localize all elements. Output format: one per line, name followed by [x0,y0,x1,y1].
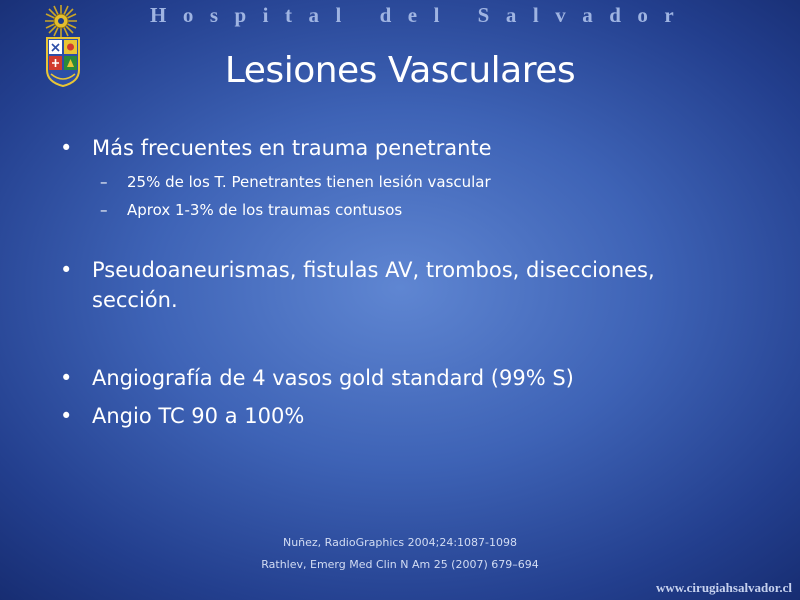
sub-bullet-marker: – [100,173,108,191]
bullet-marker: • [60,404,73,428]
bullet-marker: • [60,258,73,282]
bullet-marker: • [60,366,73,390]
reference-citation: Nuñez, RadioGraphics 2004;24:1087-1098 [282,536,518,549]
slide-title: Lesiones Vasculares [224,50,576,91]
reference-citation: Rathlev, Emerg Med Clin N Am 25 (2007) 679–694 [261,558,539,571]
bullet-text: Pseudoaneurismas, fistulas AV, trombos, disecciones, [92,258,655,282]
bullet-text: Más frecuentes en trauma penetrante [92,136,492,160]
sub-bullet-text: 25% de los T. Penetrantes tienen lesión vascular [127,173,491,191]
bullet-text: Angiografía de 4 vasos gold standard (99% S) [92,366,574,390]
sub-bullet-text: Aprox 1-3% de los traumas contusos [127,201,403,219]
bullet-text-continuation: sección. [92,288,178,312]
sub-bullet-marker: – [100,201,108,219]
bullet-text: Angio TC 90 a 100% [92,404,305,428]
bullet-marker: • [60,136,73,160]
sun-emblem-icon [44,4,78,38]
header-institution-name: Hospital del Salvador [150,3,691,27]
footer-website: www.cirugiahsalvador.cl [655,580,792,595]
